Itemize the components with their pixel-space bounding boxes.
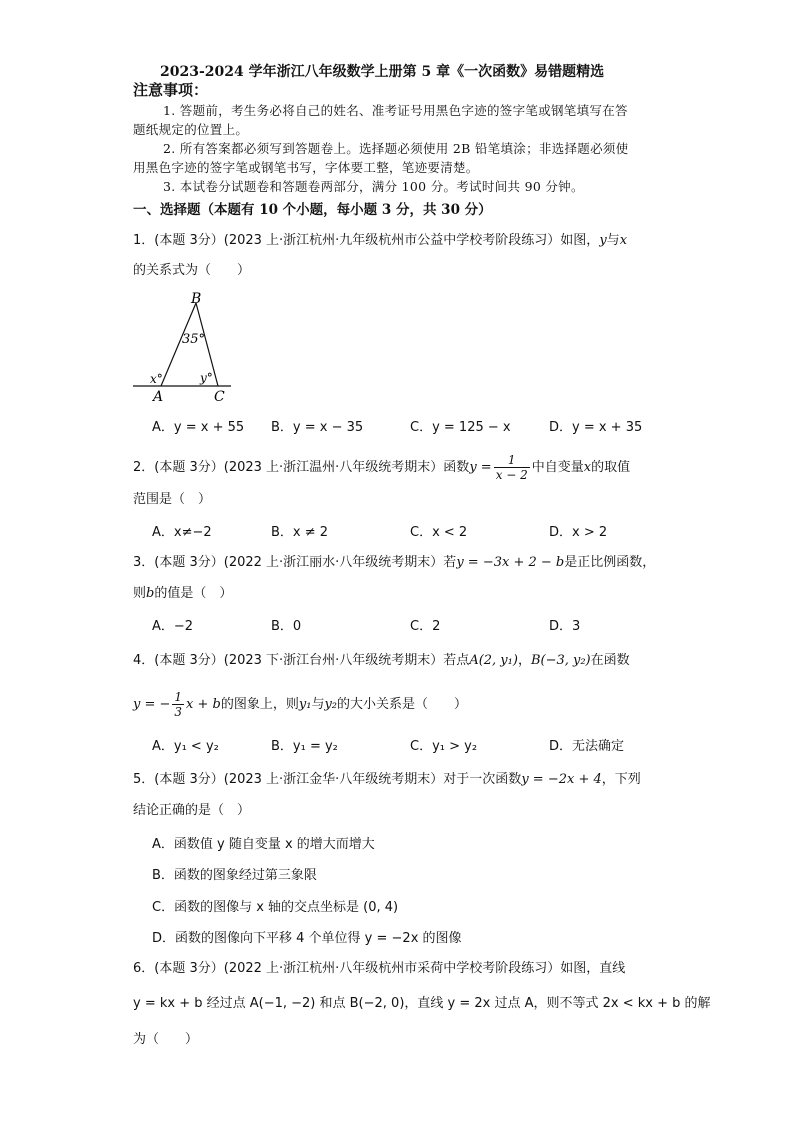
question-4-option-a[interactable]: A．y₁ < y₂ bbox=[152, 739, 219, 754]
question-3-line2-a: 则 bbox=[133, 586, 147, 601]
question-2-text-end: 的取值 bbox=[591, 460, 631, 475]
question-6-stem: 6．(本题 3分）(2022 上·浙江杭州·八年级杭州市采荷中学校考阶段练习）如图，直线 bbox=[133, 961, 626, 976]
question-5-expr: y = −2x + 4 bbox=[521, 772, 602, 787]
question-4-y1: y₁ bbox=[298, 697, 312, 712]
question-5-line2: 结论正确的是（ ） bbox=[133, 803, 251, 818]
section-heading: 一、选择题（本题有 10 个小题，每小题 3 分，共 30 分） bbox=[133, 202, 492, 218]
question-2-option-c[interactable]: C．x < 2 bbox=[410, 525, 468, 540]
fraction-denominator: x − 2 bbox=[495, 468, 528, 482]
question-6-line2: y = kx + b 经过点 A(−1, −2) 和点 B(−2, 0)，直线 y = 2x 过点 A，则不等式 2x < kx + b 的解 bbox=[133, 996, 711, 1011]
fraction-numerator: 1 bbox=[174, 690, 183, 704]
question-3-expr: y = −3x + 2 − b bbox=[456, 555, 565, 570]
question-3-option-d[interactable]: D．3 bbox=[549, 619, 581, 634]
question-4-sep: ， bbox=[517, 653, 531, 668]
question-4-line2 bbox=[133, 690, 467, 719]
question-1-text: 1．(本题 3分）(2023 上·浙江杭州·九年级杭州市公益中学校考阶段练习）如图， bbox=[133, 233, 600, 248]
angle-b-label: 35° bbox=[182, 332, 206, 347]
question-5-option-b[interactable]: B．函数的图象经过第三象限 bbox=[152, 868, 317, 883]
question-1-option-d[interactable]: D．y = x + 35 bbox=[549, 420, 643, 435]
question-3-stem bbox=[133, 553, 655, 573]
question-4-func-post: x + b bbox=[186, 697, 221, 712]
question-4-fraction bbox=[172, 690, 184, 719]
question-2-func: y = bbox=[469, 460, 492, 475]
question-1-var-y: y bbox=[599, 233, 607, 248]
question-1-figure bbox=[128, 285, 238, 405]
question-4-option-d[interactable]: D．无法确定 bbox=[549, 739, 625, 754]
question-4-y2: y₂ bbox=[324, 697, 338, 712]
question-5-option-a[interactable]: A．函数值 y 随自变量 x 的增大而增大 bbox=[152, 837, 375, 852]
angle-x-label: x° bbox=[150, 372, 163, 386]
question-5-stem bbox=[133, 770, 641, 790]
fraction-denominator: 3 bbox=[174, 705, 183, 719]
question-3-option-a[interactable]: A．−2 bbox=[152, 619, 194, 634]
question-1-var-x: x bbox=[619, 233, 628, 248]
question-1-stem bbox=[133, 231, 627, 251]
notice-item-2: 2. 所有答案都必须写到答题卷上。选择题必须使用 2B 铅笔填涂；非选择题必须使 bbox=[163, 141, 629, 156]
question-2-stem bbox=[133, 453, 630, 482]
question-5-option-c[interactable]: C．函数的图像与 x 轴的交点坐标是 (0, 4) bbox=[152, 900, 399, 915]
question-4-text: 4．(本题 3分）(2023 下·浙江台州·八年级统考期末）若点 bbox=[133, 653, 470, 668]
question-5-text-end: ，下列 bbox=[601, 772, 641, 787]
question-3-option-c[interactable]: C．2 bbox=[410, 619, 441, 634]
question-4-option-b[interactable]: B．y₁ = y₂ bbox=[271, 739, 338, 754]
question-4-line2-end: 的大小关系是（ ） bbox=[337, 697, 468, 712]
question-2-text: 2．(本题 3分）(2023 上·浙江温州·八年级统考期末）函数 bbox=[133, 460, 470, 475]
vertex-a-label: A bbox=[153, 389, 164, 405]
angle-y-label: y° bbox=[200, 371, 213, 385]
question-4-func-pre: y = − bbox=[133, 697, 171, 712]
document-title: 2023-2024 学年浙江八年级数学上册第 5 章《一次函数》易错题精选 bbox=[160, 64, 605, 80]
question-2-fraction bbox=[494, 453, 530, 482]
question-3-option-b[interactable]: B．0 bbox=[271, 619, 302, 634]
question-5-option-d[interactable]: D．函数的图像向下平移 4 个单位得 y = −2x 的图像 bbox=[152, 931, 462, 946]
question-3-line2-c: 的值是（ ） bbox=[154, 586, 233, 601]
question-4-mid: 与 bbox=[311, 697, 325, 712]
question-3-line2 bbox=[133, 584, 232, 604]
question-1-option-a[interactable]: A．y = x + 55 bbox=[152, 420, 245, 435]
question-1-text-and: 与 bbox=[606, 233, 620, 248]
question-4-text-end: 在函数 bbox=[590, 653, 630, 668]
question-4-point-a: A(2, y₁) bbox=[469, 653, 518, 668]
question-2-text-mid: 中自变量 bbox=[531, 460, 584, 475]
question-4-point-b: B(−3, y₂) bbox=[530, 653, 591, 668]
vertex-c-label: C bbox=[214, 389, 225, 405]
fraction-numerator: 1 bbox=[494, 453, 530, 468]
question-3-var-b: b bbox=[146, 586, 155, 601]
notice-heading: 注意事项： bbox=[133, 81, 209, 99]
question-3-text-end: 是正比例函数， bbox=[564, 555, 656, 570]
question-2-option-a[interactable]: A．x≠−2 bbox=[152, 525, 212, 540]
question-1-option-b[interactable]: B．y = x − 35 bbox=[271, 420, 364, 435]
question-2-option-b[interactable]: B．x ≠ 2 bbox=[271, 525, 329, 540]
notice-item-2-cont: 用黑色字迹的签字笔或钢笔书写，字体要工整，笔迹要清楚。 bbox=[133, 160, 479, 175]
question-2-line2: 范围是（ ） bbox=[133, 492, 212, 507]
question-4-line2-text: 的图象上，则 bbox=[220, 697, 299, 712]
question-5-text: 5．(本题 3分）(2023 上·浙江金华·八年级统考期末）对于一次函数 bbox=[133, 772, 522, 787]
notice-item-1: 1. 答题前，考生务必将自己的姓名、准考证号用黑色字迹的签字笔或钢笔填写在答 bbox=[163, 103, 628, 118]
vertex-b-label: B bbox=[191, 291, 202, 307]
question-2-var: x bbox=[583, 460, 592, 475]
question-4-option-c[interactable]: C．y₁ > y₂ bbox=[410, 739, 478, 754]
question-1-line2: 的关系式为（ ） bbox=[133, 263, 251, 278]
notice-item-3: 3. 本试卷分试题卷和答题卷两部分，满分 100 分。考试时间共 90 分钟。 bbox=[163, 179, 584, 194]
question-4-stem bbox=[133, 651, 630, 671]
question-2-option-d[interactable]: D．x > 2 bbox=[549, 525, 608, 540]
question-3-text: 3．(本题 3分）(2022 上·浙江丽水·八年级统考期末）若 bbox=[133, 555, 457, 570]
notice-item-1-cont: 题纸规定的位置上。 bbox=[133, 122, 249, 137]
question-6-line3: 为（ ） bbox=[133, 1032, 199, 1047]
question-1-option-c[interactable]: C．y = 125 − x bbox=[410, 420, 511, 435]
